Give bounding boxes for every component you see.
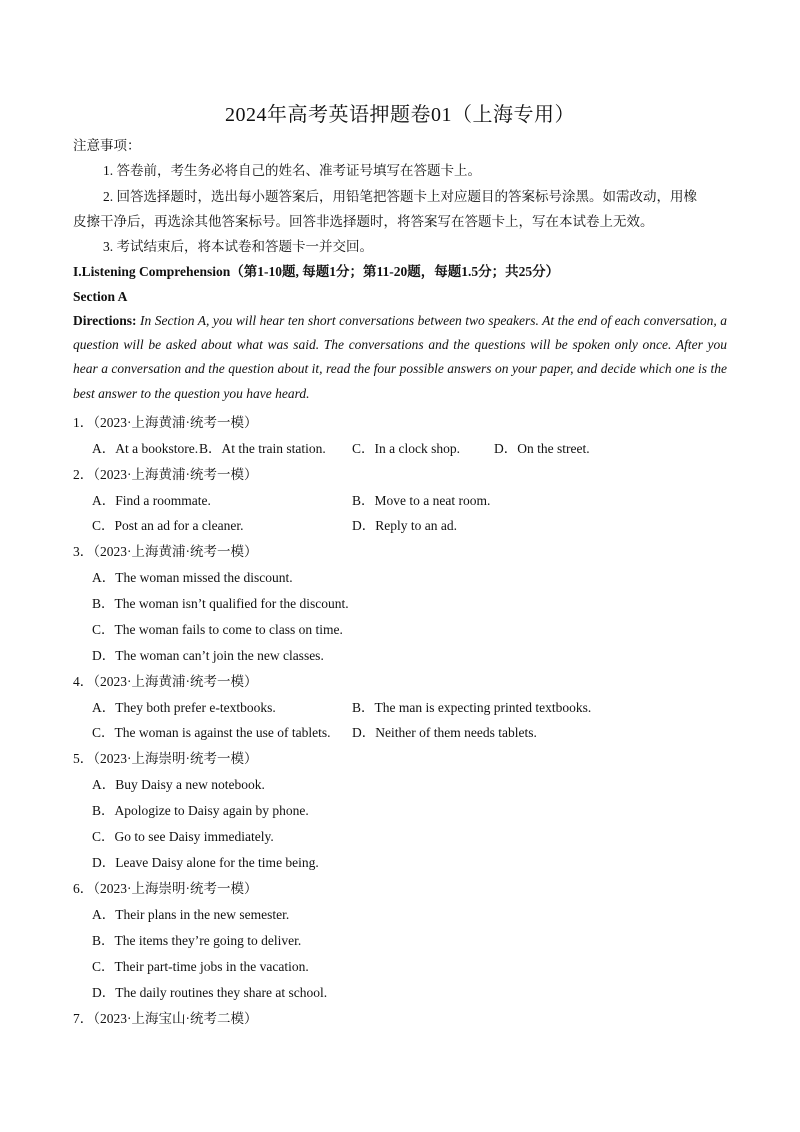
option: B．The woman isn’t qualified for the discount. (92, 596, 349, 611)
option: A．At a bookstore. (92, 441, 199, 456)
question-head: 2．（2023·上海黄浦·统考一模） (73, 467, 258, 482)
option: A．Find a roommate. (92, 493, 211, 508)
section-a-heading: Section A (73, 289, 128, 304)
option: D．The daily routines they share at school. (92, 985, 328, 1000)
option: D．The woman can’t join the new classes. (92, 648, 324, 663)
question-head: 6．（2023·上海崇明·统考一模） (73, 881, 258, 896)
option: B．Apologize to Daisy again by phone. (92, 803, 309, 818)
option: C．Post an ad for a cleaner. (92, 518, 244, 533)
option: C．The woman fails to come to class on time. (92, 622, 343, 637)
question-head: 5．（2023·上海崇明·统考一模） (73, 751, 258, 766)
option: C．In a clock shop. (352, 441, 460, 456)
question-head: 4．（2023·上海黄浦·统考一模） (73, 674, 258, 689)
notice-item: 皮擦干净后，再选涂其他答案标号。回答非选择题时，将答案写在答题卡上，写在本试卷上无效。 (73, 214, 654, 229)
option: D．Reply to an ad. (352, 518, 457, 533)
option: A．The woman missed the discount. (92, 570, 293, 585)
directions-text: In Section A, you will hear ten short conversations between two speakers. At the end of each conversation, a question will be asked about what was said. The conversations and the questions will be spoken only once. After you hear a conversation and the question about it, read the four possible answers on your paper, and decide which one is the best answer to the question you have heard. (73, 313, 727, 401)
option: A．Buy Daisy a new notebook. (92, 777, 265, 792)
option: A．They both prefer e-textbooks. (92, 700, 276, 715)
option: B．Move to a neat room. (352, 493, 491, 508)
notice-item: 1. 答卷前，考生务必将自己的姓名、准考证号填写在答题卡上。 (103, 163, 481, 178)
notice-item: 2. 回答选择题时，选出每小题答案后，用铅笔把答题卡上对应题目的答案标号涂黑。如需改动，用橡 (103, 189, 697, 204)
option: D．Leave Daisy alone for the time being. (92, 855, 319, 870)
option: B．At the train station. (199, 441, 326, 456)
question-head: 1．（2023·上海黄浦·统考一模） (73, 415, 258, 430)
directions-label: Directions: (73, 313, 137, 328)
question-head: 7．（2023·上海宝山·统考二模） (73, 1011, 258, 1026)
option: A．Their plans in the new semester. (92, 907, 290, 922)
option: D．On the street. (494, 441, 590, 456)
option: C．Their part-time jobs in the vacation. (92, 959, 309, 974)
directions (73, 309, 727, 406)
option: C．The woman is against the use of tablets. (92, 725, 331, 740)
option: C．Go to see Daisy immediately. (92, 829, 274, 844)
question-head: 3．（2023·上海黄浦·统考一模） (73, 544, 258, 559)
option: B．The man is expecting printed textbooks. (352, 700, 592, 715)
section-heading: I.Listening Comprehension（第1-10题, 每题1分；第11-20题，每题1.5分；共25分） (73, 264, 560, 279)
page-title: 2024年高考英语押题卷01（上海专用） (225, 104, 575, 126)
option: D．Neither of them needs tablets. (352, 725, 537, 740)
option: B．The items they’re going to deliver. (92, 933, 302, 948)
notice-heading: 注意事项： (73, 138, 141, 153)
notice-item: 3. 考试结束后，将本试卷和答题卡一并交回。 (103, 239, 373, 254)
